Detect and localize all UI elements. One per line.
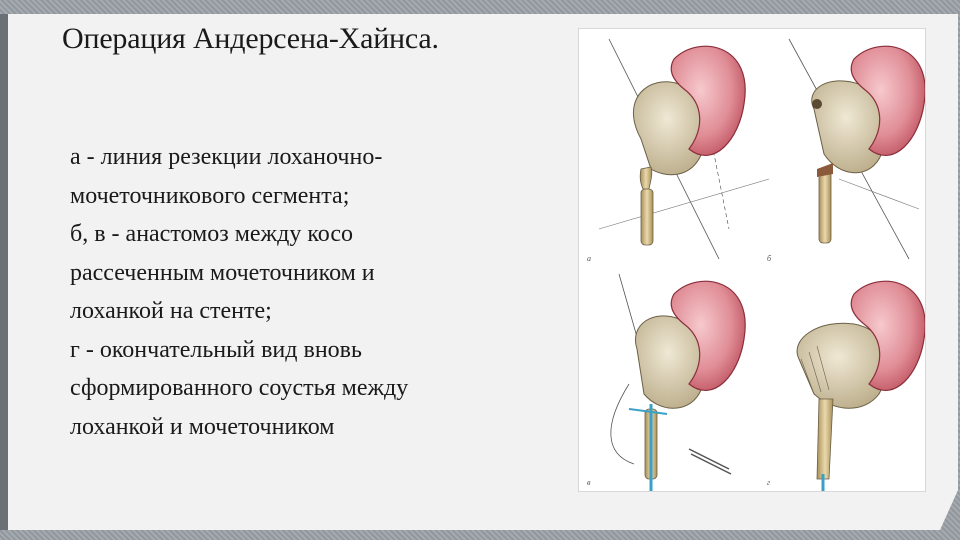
slide-body-text: а - линия резекции лоханочно- мочеточникового сегмента; б, в - анастомоз между косо рассеченным мочеточником и лоханкой на стенте; г - окончательный вид вновь сформированного соустья между лоханкой и мочеточником	[70, 144, 409, 440]
slide-edge-strip	[0, 14, 8, 530]
surgery-illustration	[578, 28, 926, 492]
panel-c-label: в	[587, 478, 591, 487]
panel-a-label: а	[587, 254, 591, 263]
panel-d-label: г	[767, 478, 771, 487]
panel-c-drawing	[611, 274, 745, 491]
panel-a-drawing	[599, 39, 769, 259]
panel-b-label: б	[767, 254, 772, 263]
panel-b-drawing	[789, 39, 925, 259]
panel-d-drawing	[797, 281, 925, 491]
slide-title: Операция Андерсена-Хайнса.	[62, 22, 439, 55]
